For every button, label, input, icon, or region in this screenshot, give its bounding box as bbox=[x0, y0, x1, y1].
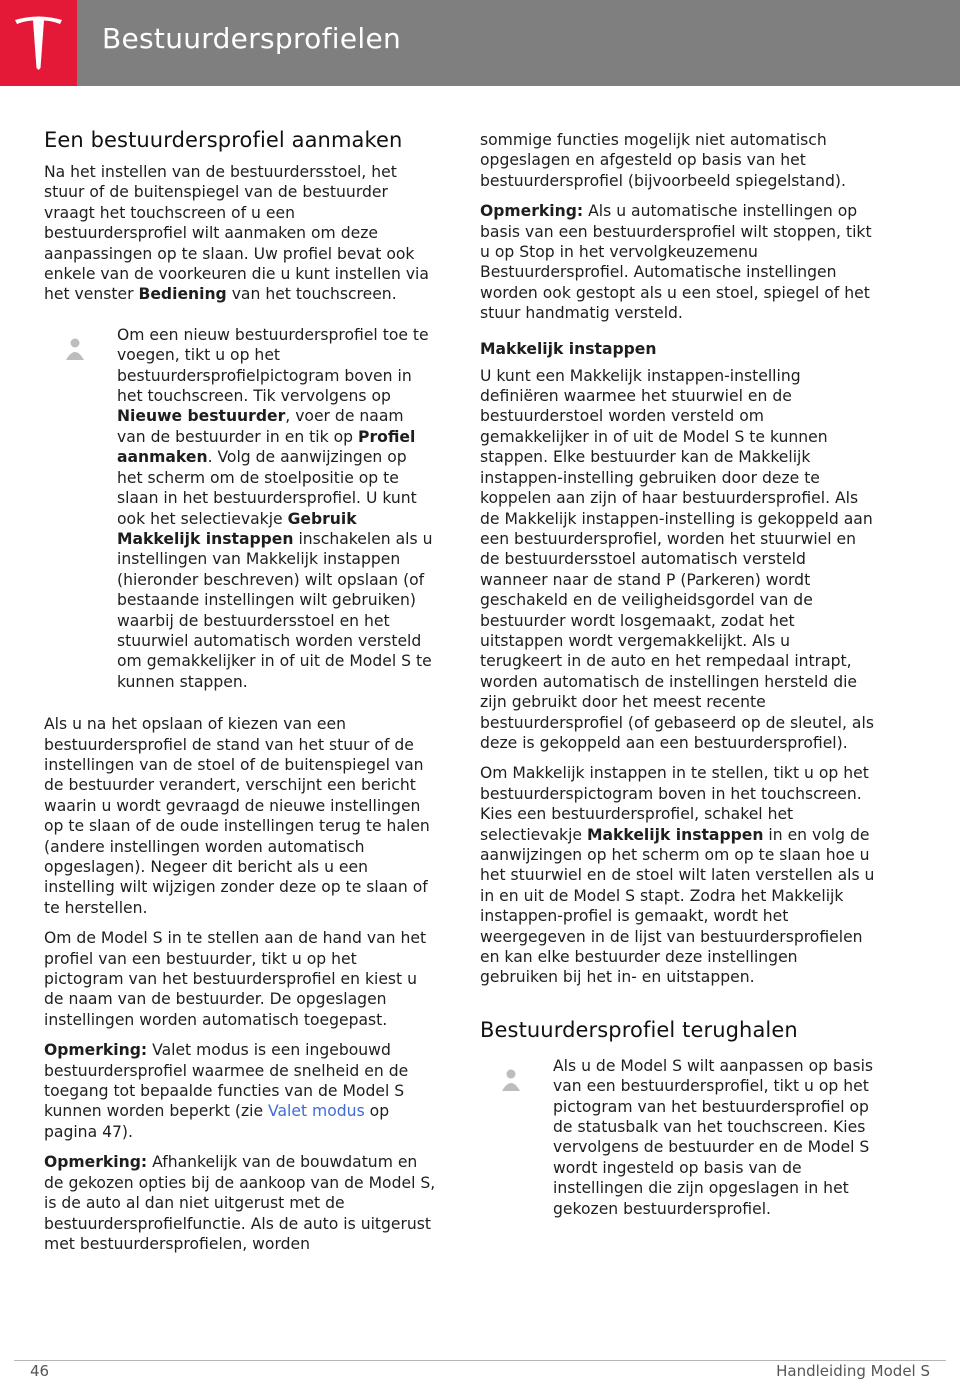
manual-name: Handleiding Model S bbox=[776, 1362, 930, 1380]
callout-text: Als u de Model S wilt aanpassen op basis van een bestuurdersprofiel, tikt u op het pictogram van het bestuurdersprofiel op de statusbalk van het touchscreen. Kies vervolgens de bestuurder en de Model S wordt ingesteld op basis van de instellingen die zijn opgeslagen in het gekozen bestuurdersprofiel. bbox=[553, 1056, 874, 1218]
tesla-logo-icon bbox=[13, 14, 64, 70]
footer-divider bbox=[14, 1360, 946, 1361]
callout-restore-profile bbox=[480, 1056, 875, 1219]
note-valet: Opmerking: Valet modus is een ingebouwd bestuurdersprofiel waarmee de snelheid en de toegang tot bepaalde functies van de Model S kunnen worden beperkt (zie Valet modus op pagina 47). bbox=[44, 1041, 409, 1141]
driver-profile-icon bbox=[500, 1068, 522, 1094]
continued-paragraph: sommige functies mogelijk niet automatisch opgeslagen en afgesteld op basis van het bestuurdersprofiel (bijvoorbeeld spiegelstand). bbox=[480, 131, 846, 190]
note-stop: Opmerking: Als u automatische instellingen op basis van een bestuurdersprofiel wilt stoppen, tikt u op Stop in het vervolgkeuzemenu Bestuurdersprofiel. Automatische instellingen worden ook gestopt als u een stoel, spiegel of het stuur handmatig versteld. bbox=[480, 202, 872, 323]
driver-profile-icon bbox=[64, 337, 86, 363]
section-heading: Een bestuurdersprofiel aanmaken bbox=[44, 128, 403, 152]
valet-mode-link[interactable]: Valet modus bbox=[268, 1102, 365, 1121]
callout-new-profile bbox=[44, 325, 436, 692]
right-column bbox=[480, 130, 875, 1241]
paragraph-save-settings: Als u na het opslaan of kiezen van een bestuurdersprofiel de stand van het stuur of de instellingen van de stoel of de buitenspiegel van de bestuurder verandert, verschijnt een bericht waarin u wordt gevraagd de nieuwe instellingen op te slaan of de oude instellingen terug te halen (andere instellingen worden automatisch opgeslagen). Negeer dit bericht als u een instelling wilt wijzigen zonder deze op te slaan of te herstellen. bbox=[44, 715, 430, 917]
intro-paragraph: Na het instellen van de bestuurdersstoel, het stuur of de buitenspiegel van de bestuurder vraagt het touchscreen of u een bestuurdersprofiel wilt aanmaken om deze aanpassingen op te slaan. Uw profiel bevat ook enkele van de voorkeuren die u kunt instellen via het venster Bediening van het touchscreen. bbox=[44, 163, 429, 304]
paragraph-easy-entry-setup: Om Makkelijk instappen in te stellen, tikt u op het bestuurderspictogram boven in het touchscreen. Kies een bestuurdersprofiel, schakel het selectievakje Makkelijk instappen in en volg de aanwijzingen op het scherm om op te slaan hoe u het stuurwiel en de stoel wilt laten verstellen als u in en uit de Model S stapt. Zodra het Makkelijk instappen-profiel is gemaakt, wordt het weergegeven in de lijst van bestuurdersprofielen en kan elke bestuurder deze instellingen gebruiken bij het in- en uitstappen. bbox=[480, 764, 875, 987]
section-heading-restore: Bestuurdersprofiel terughalen bbox=[480, 1017, 798, 1042]
paragraph-apply-profile: Om de Model S in te stellen aan de hand van het profiel van een bestuurder, tikt u op het pictogram van het bestuurdersprofiel en kiest u de naam van de bestuurder. De opgeslagen instellingen worden automatisch toegepast. bbox=[44, 929, 427, 1029]
page-number: 46 bbox=[30, 1362, 50, 1380]
callout-text: Om een nieuw bestuurdersprofiel toe te voegen, tikt u op het bestuurdersprofielpictogram boven in het touchscreen. Tik vervolgens op Nieuwe bestuurder, voer de naam van de bestuurder in en tik op Profiel aanmaken. Volg de aanwijzingen op het scherm om de stoelpositie op te slaan in het bestuurdersprofiel. U kunt ook het selectievakje Gebruik Makkelijk instappen inschakelen als u instellingen van Makkelijk instappen (hieronder beschreven) wilt opslaan (of bestaande instellingen wilt gebruiken) waarbij de bestuurdersstoel en het stuurwiel automatisch worden versteld om gemakkelijker in of uit de Model S te kunnen stappen. bbox=[117, 325, 433, 691]
subheading-easy-entry: Makkelijk instappen bbox=[480, 339, 657, 358]
page-title: Bestuurdersprofielen bbox=[102, 22, 402, 55]
logo-box bbox=[0, 0, 77, 86]
left-column bbox=[44, 128, 436, 1264]
page-header bbox=[0, 0, 960, 86]
note-build-date: Opmerking: Afhankelijk van de bouwdatum en de gekozen opties bij de aankoop van de Model S, is de auto al dan niet uitgerust met de bestuurdersprofielfunctie. Als de auto is uitgerust met bestuurdersprofielen, worden bbox=[44, 1153, 436, 1253]
paragraph-easy-entry: U kunt een Makkelijk instappen-instelling definiëren waarmee het stuurwiel en de bestuurderstoel worden versteld om gemakkelijker in of uit de Model S te kunnen stappen. Elke bestuurder kan de Makkelijk instappen-instelling gebruiken door deze te koppelen aan zijn of haar bestuurdersprofiel. Als de Makkelijk instappen-instelling is gekoppeld aan een bestuurdersprofiel, worden het stuurwiel en de bestuurdersstoel automatisch versteld wanneer naar de stand P (Parkeren) wordt geschakeld en de veiligheidsgordel van de bestuurder wordt losgemaakt, zodat het uitstappen wordt vergemakkelijkt. Als u terugkeert in de auto en het rempedaal intrapt, worden automatisch de instellingen hersteld die zijn gebruikt door het meest recente bestuurdersprofiel (of gebaseerd op de sleutel, als deze is gekoppeld aan een bestuurdersprofiel). bbox=[480, 366, 874, 752]
